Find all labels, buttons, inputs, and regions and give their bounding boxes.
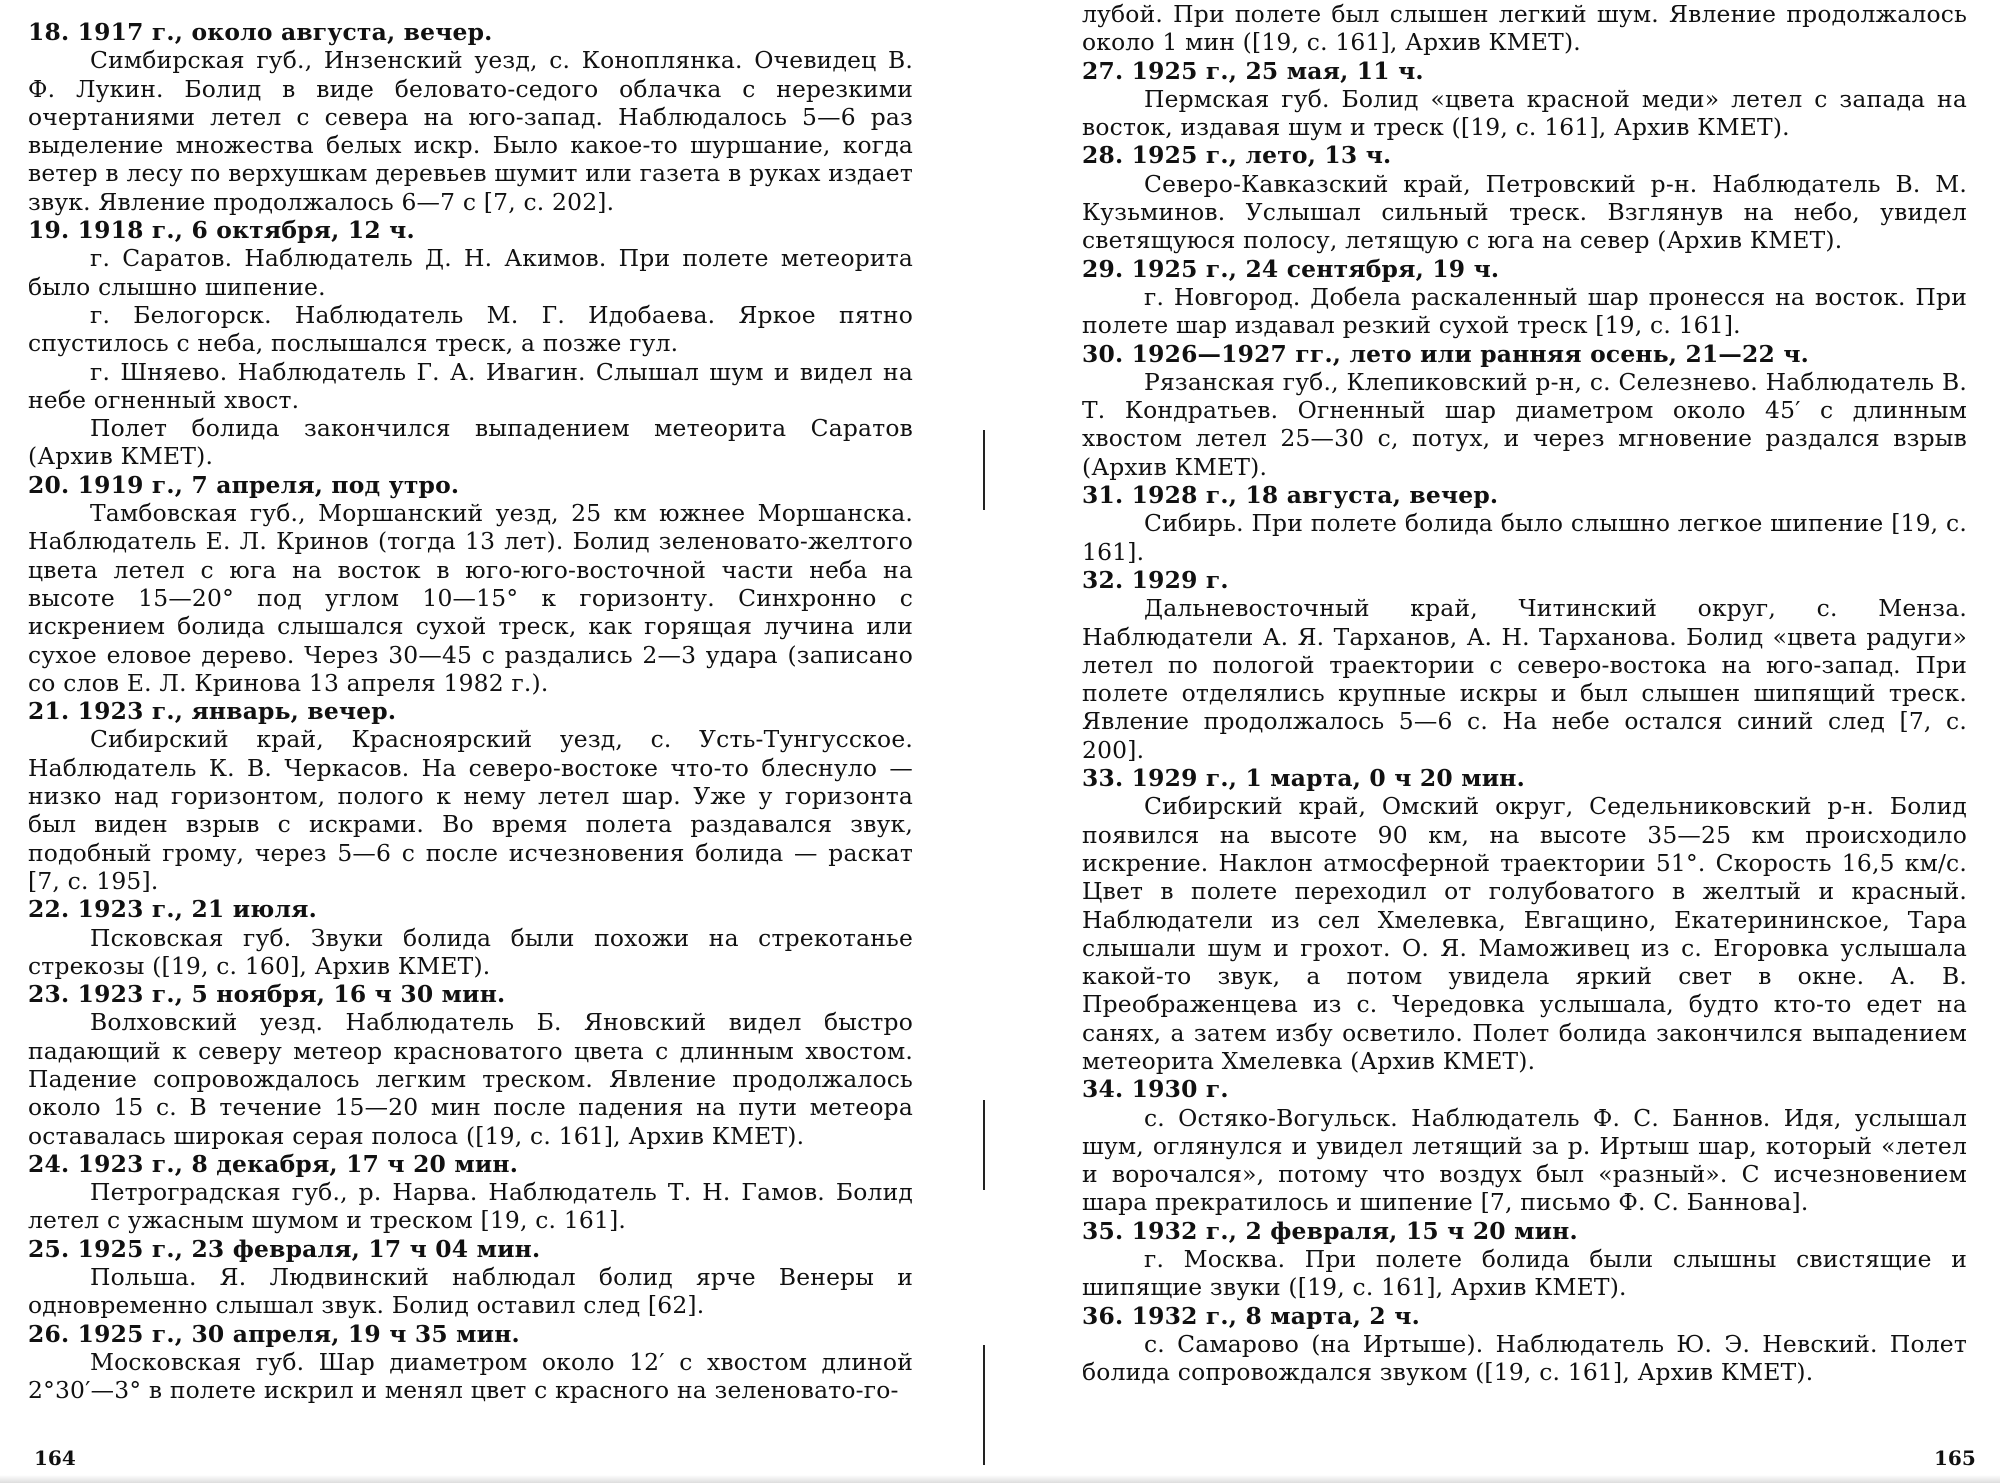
gutter-line bbox=[983, 430, 985, 510]
entry-text: Сибирский край, Красноярский уезд, с. Усть-Тунгусское. Наблюдатель К. В. Черкасов. На северо-востоке что-то блеснуло — низко над горизонтом, полого к нему летел шар. Уже у горизонта был виден взрыв с искрами. Во время полета раздавался звук, подобный грому, через 5—6 с после исчезновения болида — раскат [7, с. 195]. bbox=[28, 725, 913, 895]
entry-text: Симбирская губ., Инзенский уезд, с. Коноплянка. Очевидец В. Ф. Лукин. Болид в виде беловато-седого облачка с нерезкими очертаниями летел с севера на юго-запад. Наблюдалось 5—6 раз выделение множества белых искр. Было какое-то шуршание, когда ветер в лесу по верхушкам деревьев шумит или газета в руках издает звук. Явление продолжалось 6—7 с [7, с. 202]. bbox=[28, 46, 913, 216]
left-page bbox=[28, 18, 913, 1405]
entry-heading: 24. 1923 г., 8 декабря, 17 ч 20 мин. bbox=[28, 1149, 519, 1178]
entry-text: г. Новгород. Добела раскаленный шар пронесся на восток. При полете шар издавал резкий сухой треск [19, с. 161]. bbox=[1082, 282, 1967, 340]
entry-heading: 27. 1925 г., 25 мая, 11 ч. bbox=[1082, 56, 1424, 85]
entry-heading: 23. 1923 г., 5 ноября, 16 ч 30 мин. bbox=[28, 980, 506, 1009]
entry-text: Волховский уезд. Наблюдатель Б. Яновский видел быстро падающий к северу метеор красноватого цвета с длинным хвостом. Падение сопровождалось легким треском. Явление продолжалось около 15 с. В течение 15—20 мин после падения на пути метеора оставалась широкая серая полоса ([19, с. 161], Архив КМЕТ). bbox=[28, 1008, 913, 1150]
entry-text: лубой. При полете был слышен легкий шум. Явление продолжалось около 1 мин ([19, с. 161], Архив КМЕТ). bbox=[1082, 0, 1967, 57]
entry-heading: 29. 1925 г., 24 сентября, 19 ч. bbox=[1082, 254, 1500, 283]
entry-text: г. Саратов. Наблюдатель Д. Н. Акимов. При полете метеорита было слышно шипение. bbox=[28, 244, 913, 301]
entry-text: с. Остяко-Вогульск. Наблюдатель Ф. С. Баннов. Идя, услышал шум, оглянулся и увидел летящий за р. Иртыш шар, который «летел и ворочался», потому что воздух был «разный». С исчезновением шара прекратилось и шипение [7, письмо Ф. С. Баннова]. bbox=[1082, 1103, 1967, 1217]
entry-heading: 35. 1932 г., 2 февраля, 15 ч 20 мин. bbox=[1082, 1216, 1578, 1245]
right-page bbox=[1082, 0, 1967, 1387]
entry-heading: 19. 1918 г., 6 октября, 12 ч. bbox=[28, 216, 415, 245]
entry-text: Пермская губ. Болид «цвета красной меди» летел с запада на восток, издавая шум и треск ([19, с. 161], Архив КМЕТ). bbox=[1082, 84, 1967, 142]
entry-heading: 20. 1919 г., 7 апреля, под утро. bbox=[28, 470, 460, 499]
entry-heading: 34. 1930 г. bbox=[1082, 1075, 1229, 1104]
entry-heading: 26. 1925 г., 30 апреля, 19 ч 35 мин. bbox=[28, 1319, 520, 1348]
entry-heading: 32. 1929 г. bbox=[1082, 565, 1229, 594]
entry-text: Дальневосточный край, Читинский округ, с. Менза. Наблюдатели А. Я. Тарханов, А. Н. Тарханова. Болид «цвета радуги» летел по пологой траектории с северо-востока на юго-запад. При полете отделялись крупные искры и был слышен шипящий треск. Явление продолжалось 5—6 с. На небе остался синий след [7, с. 200]. bbox=[1082, 594, 1967, 764]
entry-heading: 33. 1929 г., 1 марта, 0 ч 20 мин. bbox=[1082, 764, 1525, 793]
entry-text: Северо-Кавказский край, Петровский р-н. Наблюдатель В. М. Кузьминов. Услышал сильный треск. Взглянув на небо, увидел светящуюся полосу, летящую с юга на север (Архив КМЕТ). bbox=[1082, 169, 1967, 255]
entry-text: Петроградская губ., р. Нарва. Наблюдатель Т. Н. Гамов. Болид летел с ужасным шумом и треском [19, с. 161]. bbox=[28, 1178, 913, 1235]
entry-text: г. Москва. При полете болида были слышны свистящие и шипящие звуки ([19, с. 161], Архив КМЕТ). bbox=[1082, 1245, 1967, 1302]
entry-text: г. Шняево. Наблюдатель Г. А. Ивагин. Слышал шум и видел на небе огненный хвост. bbox=[28, 357, 913, 414]
entry-text: г. Белогорск. Наблюдатель М. Г. Идобаева. Яркое пятно спустилось с неба, послышался треск, а позже гул. bbox=[28, 300, 913, 358]
entry-heading: 30. 1926—1927 гг., лето или ранняя осень, 21—22 ч. bbox=[1082, 339, 1809, 368]
entry-text: Сибирский край, Омский округ, Седельниковский р-н. Болид появился на высоте 90 км, на высоте 35—25 км происходило искрение. Наклон атмосферной траектории 51°. Скорость 16,5 км/с. Цвет в полете переходил от голубоватого в желтый и красный. Наблюдатели из сел Хмелевка, Евгащино, Екатерининское, Тара слышали шум и грохот. О. Я. Маможивец из с. Егоровка услышала какой-то звук, а потом увидела яркий свет в окне. А. В. Преображенцева из с. Чередовка услышала, будто кто-то едет на санях, а затем избу осветило. Полет болида закончился выпадением метеорита Хмелевка (Архив КМЕТ). bbox=[1082, 792, 1967, 1075]
entry-text: Рязанская губ., Клепиковский р-н, с. Селезнево. Наблюдатель В. Т. Кондратьев. Огненный шар диаметром около 45′ с длинным хвостом летел 25—30 с, потух, и через мгновение раздался взрыв (Архив КМЕТ). bbox=[1082, 367, 1967, 481]
gutter-line bbox=[983, 1345, 985, 1465]
entry-text: Московская губ. Шар диаметром около 12′ с хвостом длиной 2°30′—3° в полете искрил и менял цвет с красного на зеленовато-го- bbox=[28, 1347, 913, 1405]
page-number-left: 164 bbox=[34, 1446, 76, 1470]
scan-edge bbox=[0, 1475, 2000, 1483]
entry-heading: 31. 1928 г., 18 августа, вечер. bbox=[1082, 481, 1499, 510]
page-number-right: 165 bbox=[1934, 1446, 1976, 1470]
entry-text: Польша. Я. Людвинский наблюдал болид ярче Венеры и одновременно слышал звук. Болид оставил след [62]. bbox=[28, 1263, 913, 1320]
entry-text: Сибирь. При полете болида было слышно легкое шипение [19, с. 161]. bbox=[1082, 509, 1967, 566]
entry-text: Псковская губ. Звуки болида были похожи на стрекотанье стрекозы ([19, с. 160], Архив КМЕТ). bbox=[28, 923, 913, 980]
entry-heading: 21. 1923 г., январь, вечер. bbox=[28, 697, 397, 726]
entry-text: с. Самарово (на Иртыше). Наблюдатель Ю. Э. Невский. Полет болида сопровождался звуком ([19, с. 161], Архив КМЕТ). bbox=[1082, 1329, 1967, 1387]
entry-heading: 36. 1932 г., 8 марта, 2 ч. bbox=[1082, 1301, 1420, 1330]
entry-heading: 22. 1923 г., 21 июля. bbox=[28, 895, 317, 924]
entry-text: Полет болида закончился выпадением метеорита Саратов (Архив КМЕТ). bbox=[28, 414, 913, 471]
gutter-line bbox=[983, 1100, 985, 1190]
entry-text: Тамбовская губ., Моршанский уезд, 25 км южнее Моршанска. Наблюдатель Е. Л. Кринов (тогда 13 лет). Болид зеленовато-желтого цвета летел с юга на восток в юго-юго-восточной части неба на высоте 15—20° под углом 10—15° к горизонту. Синхронно с искрением болида слышался сухой треск, как горящая лучина или сухое еловое дерево. Через 30—45 с раздались 2—3 удара (записано со слов Е. Л. Кринова 13 апреля 1982 г.). bbox=[28, 499, 913, 697]
entry-heading: 18. 1917 г., около августа, вечер. bbox=[28, 18, 493, 46]
entry-heading: 28. 1925 г., лето, 13 ч. bbox=[1082, 141, 1392, 170]
entry-heading: 25. 1925 г., 23 февраля, 17 ч 04 мин. bbox=[28, 1234, 541, 1263]
